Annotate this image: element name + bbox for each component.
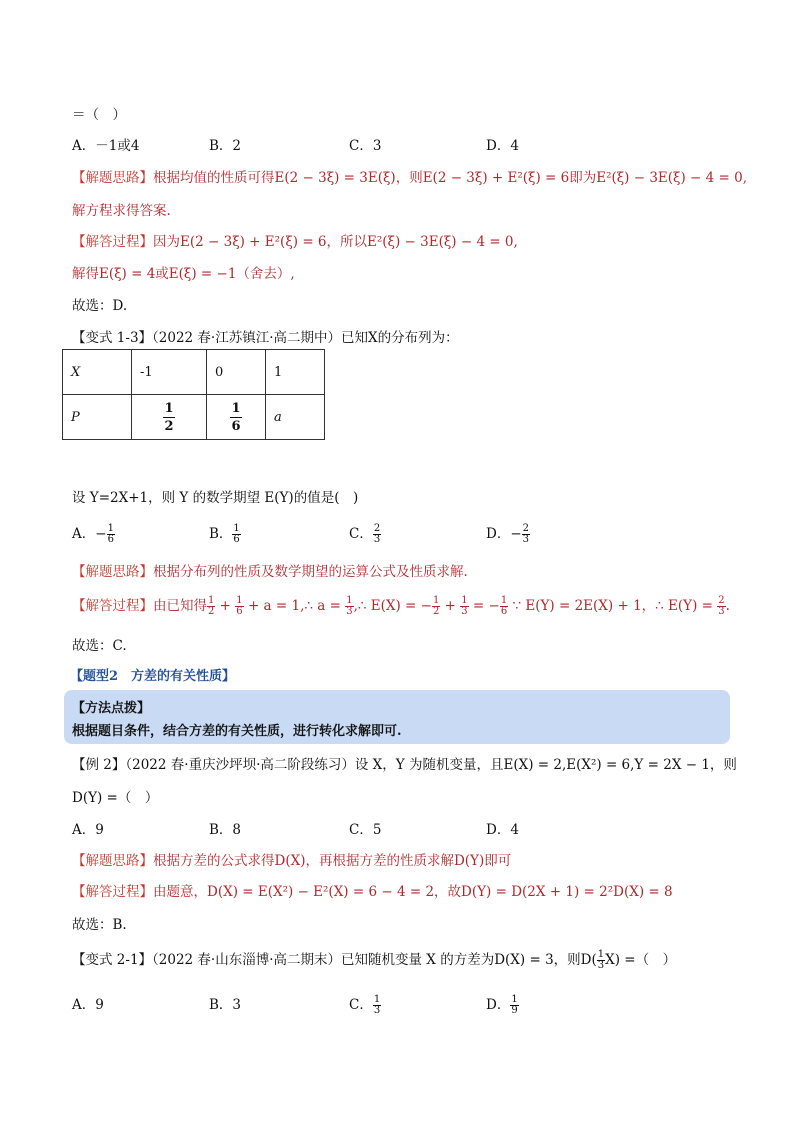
proc-text: 由题意，D(X) = E(X²) − E²(X) = 6 − 4 = 2，故D(Y) = D(2X + 1) = 2²D(X) = 8 xyxy=(153,884,673,900)
proc-text-2: 解得E(ξ) = 4或E(ξ) = −1（舍去）, xyxy=(72,266,295,282)
type2-heading: 【题型2 方差的有关性质】 xyxy=(70,669,236,684)
proc-label: 【解答过程】 xyxy=(72,884,153,900)
method-box xyxy=(64,690,730,744)
proc-label: 【解答过程】 xyxy=(72,234,153,250)
question-tail: ＝（ ） xyxy=(72,107,126,123)
table-row xyxy=(63,395,325,440)
variant-2-1-line: 【变式 2-1】（2022 春·山东淄博·高二期末）已知随机变量 X 的方差为D(X) = 3，则D( $\frac{1}{3}$ X) =（ ） xyxy=(72,949,677,971)
option-b: B．2 xyxy=(209,138,242,154)
fraction: $\frac{1}{2}$ xyxy=(164,400,174,434)
option-a: A．9 xyxy=(72,822,104,838)
option-d: D．− $\frac{2}{3}$ xyxy=(486,523,530,545)
table-cell: a xyxy=(266,395,325,440)
q1-think xyxy=(72,166,747,186)
think-label: 【解题思路】 xyxy=(72,564,153,580)
v13-proc: 【解答过程】由已知得 $\frac{1}{2}$ + $\frac{1}{6}$ + a = 1,∴ a = $\frac{1}{3}$ ,∴ E(X) = − $\frac{1}{2}$ + $\frac{1}{3}$ = − $\frac{1}{6}$ ∵ E(Y) = 2E(X) + 1，∴ E(Y) = $\frac{2}{3}$ . xyxy=(72,595,730,617)
option-a: A．− $\frac{1}{6}$ xyxy=(72,523,114,545)
think-text-2: 解方程求得答案. xyxy=(72,203,171,219)
option-c: C．5 xyxy=(349,822,382,838)
ex2-answer: 故选：B. xyxy=(72,917,127,933)
option-b: B．3 xyxy=(209,997,242,1013)
option-a: A．9 xyxy=(72,997,104,1013)
variant-1-3-title: 【变式 1-3】（2022 春·江苏镇江·高二期中）已知X的分布列为： xyxy=(72,330,459,346)
think-text: 根据分布列的性质及数学期望的运算公式及性质求解. xyxy=(153,564,468,580)
q1-think-cont xyxy=(72,199,171,219)
distribution-table xyxy=(62,349,325,440)
think-label: 【解题思路】 xyxy=(72,170,153,186)
fraction: $\frac{1}{6}$ xyxy=(231,400,241,434)
table-cell xyxy=(132,395,207,440)
table-cell: X xyxy=(63,350,132,395)
think-text: 根据均值的性质可得E(2 − 3ξ) = 3E(ξ)，则E(2 − 3ξ) + E²(ξ) = 6即为E²(ξ) − 3E(ξ) − 4 = 0, xyxy=(153,170,748,186)
ex2-proc xyxy=(72,880,673,900)
option-b: B．8 xyxy=(209,822,242,838)
q1-answer: 故选：D. xyxy=(72,298,128,314)
table-cell: 0 xyxy=(207,350,266,395)
example-2-line2: D(Y) =（ ） xyxy=(72,790,159,806)
table-cell: -1 xyxy=(132,350,207,395)
table-cell: 1 xyxy=(266,350,325,395)
option-d: D． $\frac{1}{9}$ xyxy=(486,994,518,1016)
option-c: C． $\frac{2}{3}$ xyxy=(349,523,381,545)
option-a: A．－1或4 xyxy=(72,138,140,154)
method-body: 根据题目条件，结合方差的有关性质，进行转化求解即可. xyxy=(72,724,402,739)
table-cell xyxy=(207,395,266,440)
ex2-think xyxy=(72,849,511,869)
table-row xyxy=(63,350,325,395)
proc-text: 因为E(2 − 3ξ) + E²(ξ) = 6，所以E²(ξ) − 3E(ξ) − 4 = 0, xyxy=(153,234,518,250)
option-d: D．4 xyxy=(486,822,519,838)
v13-think xyxy=(72,560,468,580)
think-label: 【解题思路】 xyxy=(72,853,153,869)
method-title: 【方法点拨】 xyxy=(72,701,151,716)
option-b: B． $\frac{1}{6}$ xyxy=(209,523,240,545)
q1-proc-cont xyxy=(72,262,295,282)
option-d: D．4 xyxy=(486,138,519,154)
example-2-line1: 【例 2】（2022 春·重庆沙坪坝·高二阶段练习）设 X，Y 为随机变量，且E(X) = 2,E(X²) = 6,Y = 2X − 1，则 xyxy=(72,757,737,773)
variant-1-3-question: 设 Y=2X+1，则 Y 的数学期望 E(Y)的值是( ) xyxy=(72,490,359,506)
proc-label: 【解答过程】 xyxy=(72,598,153,614)
option-c: C．3 xyxy=(349,138,382,154)
option-c: C． $\frac{1}{3}$ xyxy=(349,994,381,1016)
q1-proc xyxy=(72,230,518,250)
table-cell: P xyxy=(63,395,132,440)
v13-answer: 故选：C. xyxy=(72,638,127,654)
think-text: 根据方差的公式求得D(X)，再根据方差的性质求解D(Y)即可 xyxy=(153,853,512,869)
